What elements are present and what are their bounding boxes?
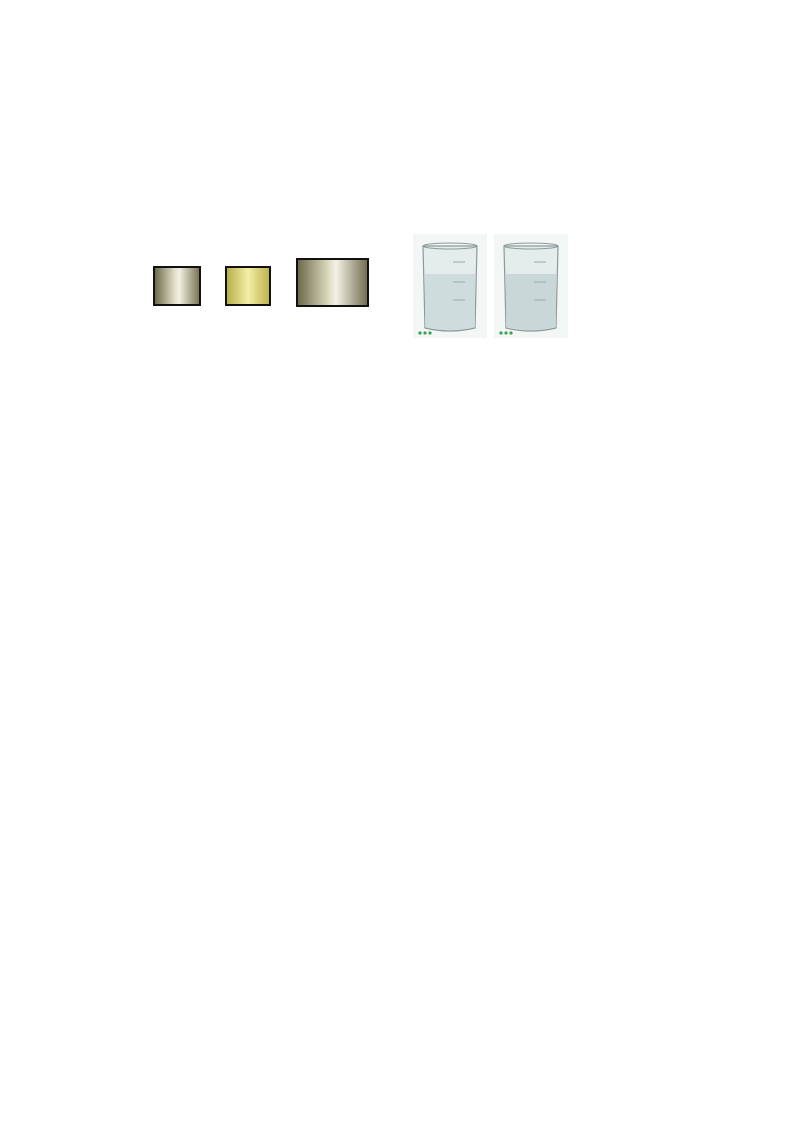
experiment-salt-water-figure [452,668,564,878]
aluminum-block [225,266,271,306]
beaker-salt-water-image [494,234,568,338]
experiment-water-figure [272,668,384,878]
iron-block [153,266,201,306]
spring-scale-figure [612,218,687,363]
large-iron-block [296,258,369,307]
beaker-water-image [413,234,487,338]
